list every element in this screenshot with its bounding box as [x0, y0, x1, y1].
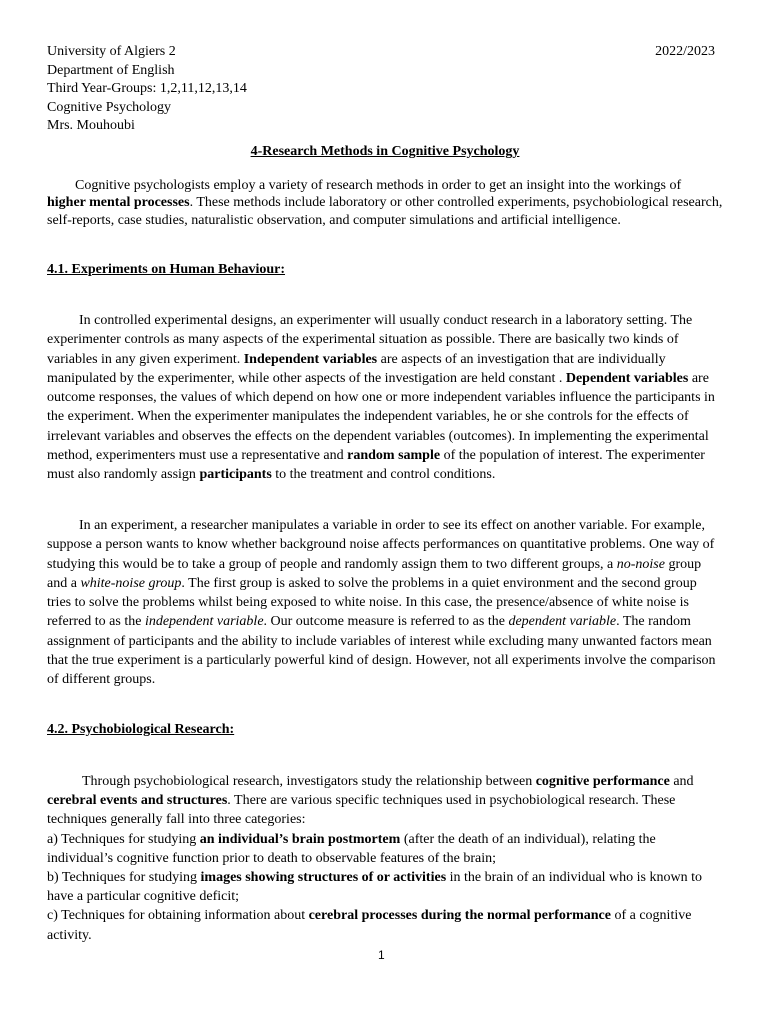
paragraph-text: are outcome responses, the values of which depend on how one or more independent variables influence the participants in the experiment. When the experimenter manipulates the independent variables, he or she controls for the effects of irrelevant variables and observes the effects on the dependent variables (outcomes). In implementing the experimental method, experimenters must use a representative and	[47, 370, 715, 464]
paragraph-text: and	[669, 774, 694, 789]
item-text: of a cognitive activity.	[47, 908, 692, 943]
paragraph-bold: Dependent variables	[565, 370, 689, 386]
experiments-paragraph-1	[47, 311, 723, 485]
university-name: University of Algiers 2	[47, 44, 176, 59]
technique-item-b	[47, 868, 723, 906]
paragraph-text: group and a	[47, 556, 702, 591]
groups-line: Third Year-Groups: 1,2,11,12,13,14	[47, 81, 247, 96]
academic-year: 2022/2023	[655, 44, 715, 59]
intro-text: Cognitive psychologists employ a variety of research methods in order to get an insight into the workings of	[75, 178, 682, 193]
intro-bold: higher mental processes	[47, 195, 190, 211]
paragraph-italic: independent variable	[144, 614, 264, 630]
paragraph-text: are aspects of an investigation that are individually manipulated by the experimenter, while other aspects of the investigation are held constant .	[47, 351, 666, 386]
paragraph-text: to the treatment and control conditions.	[271, 467, 496, 483]
teacher-name: Mrs. Mouhoubi	[47, 118, 135, 133]
paragraph-bold: cognitive performance	[535, 774, 670, 789]
intro-text: . These methods include laboratory or other controlled experiments, psychobiological research, self-reports, case studies, naturalistic observation, and computer simulations and artificial intelligence.	[47, 195, 723, 228]
paragraph-text: In controlled experimental designs, an experimenter will usually conduct research in a laboratory setting. The experimenter controls as many aspects of the experimental situation as possible. There are basically two kinds of variables in any given experiment.	[47, 313, 693, 367]
item-bold: an individual’s brain postmortem	[199, 831, 401, 847]
paragraph-italic: no-noise	[616, 556, 665, 572]
item-text: a) Techniques for studying	[47, 831, 200, 847]
paragraph-text: . The random assignment of participants and the ability to include variables of interest while excluding many unwanted factors mean that the true experiment is a particularly powerful kind of design. However, not all experiments involve the comparison of different groups.	[47, 614, 716, 688]
paragraph-text: of the population of interest. The experimenter must also randomly assign	[47, 448, 705, 483]
item-text: (after the death of an individual), relating the individual’s cognitive function prior to death to observable features of the brain;	[47, 831, 656, 866]
experiments-paragraph-2	[47, 516, 723, 690]
item-text: in the brain of an individual who is known to have a particular cognitive deficit;	[47, 870, 702, 905]
item-text: c) Techniques for obtaining information about	[47, 908, 309, 924]
course-name: Cognitive Psychology	[47, 99, 172, 115]
paragraph-text: . Our outcome measure is referred to as the	[263, 614, 509, 630]
paragraph-bold: participants	[199, 467, 272, 483]
section-heading-experiments: 4.1. Experiments on Human Behaviour:	[47, 262, 286, 277]
paragraph-italic: white-noise group	[80, 575, 182, 591]
document-title: 4-Research Methods in Cognitive Psychology	[250, 144, 520, 159]
paragraph-text: . There are various specific techniques used in psychobiological research. These techniques generally fall into three categories:	[47, 793, 676, 828]
intro-paragraph	[47, 177, 723, 229]
department-name: Department of English	[47, 62, 175, 78]
item-bold: cerebral processes during the normal performance	[308, 908, 611, 924]
section-heading-psychobiological: 4.2. Psychobiological Research:	[47, 722, 235, 737]
paragraph-bold: Independent variables	[243, 351, 378, 367]
technique-item-a	[47, 830, 723, 868]
psychobiological-paragraph	[47, 772, 723, 945]
paragraph-italic: dependent variable	[508, 614, 617, 630]
item-text: b) Techniques for studying	[47, 870, 201, 886]
document-header	[47, 43, 723, 136]
paragraph-bold: cerebral events and structures	[47, 793, 228, 809]
page-number: 1	[378, 948, 385, 962]
paragraph-text: In an experiment, a researcher manipulates a variable in order to see its effect on another variable. For example, suppose a person wants to know whether background noise affects performances on quantitative problems. One way of studying this would be to take a group of people and randomly assign them to two different groups, a	[47, 518, 715, 572]
technique-item-c	[47, 906, 723, 944]
paragraph-bold: random sample	[347, 448, 441, 464]
paragraph-text: Through psychobiological research, investigators study the relationship between	[82, 774, 536, 789]
paragraph-text: . The first group is asked to solve the problems in a quiet environment and the second group tries to solve the problems whilst being exposed to white noise. In this case, the presence/absence of white noise is referred to as the	[47, 575, 697, 630]
item-bold: images showing structures of or activities	[200, 870, 447, 886]
